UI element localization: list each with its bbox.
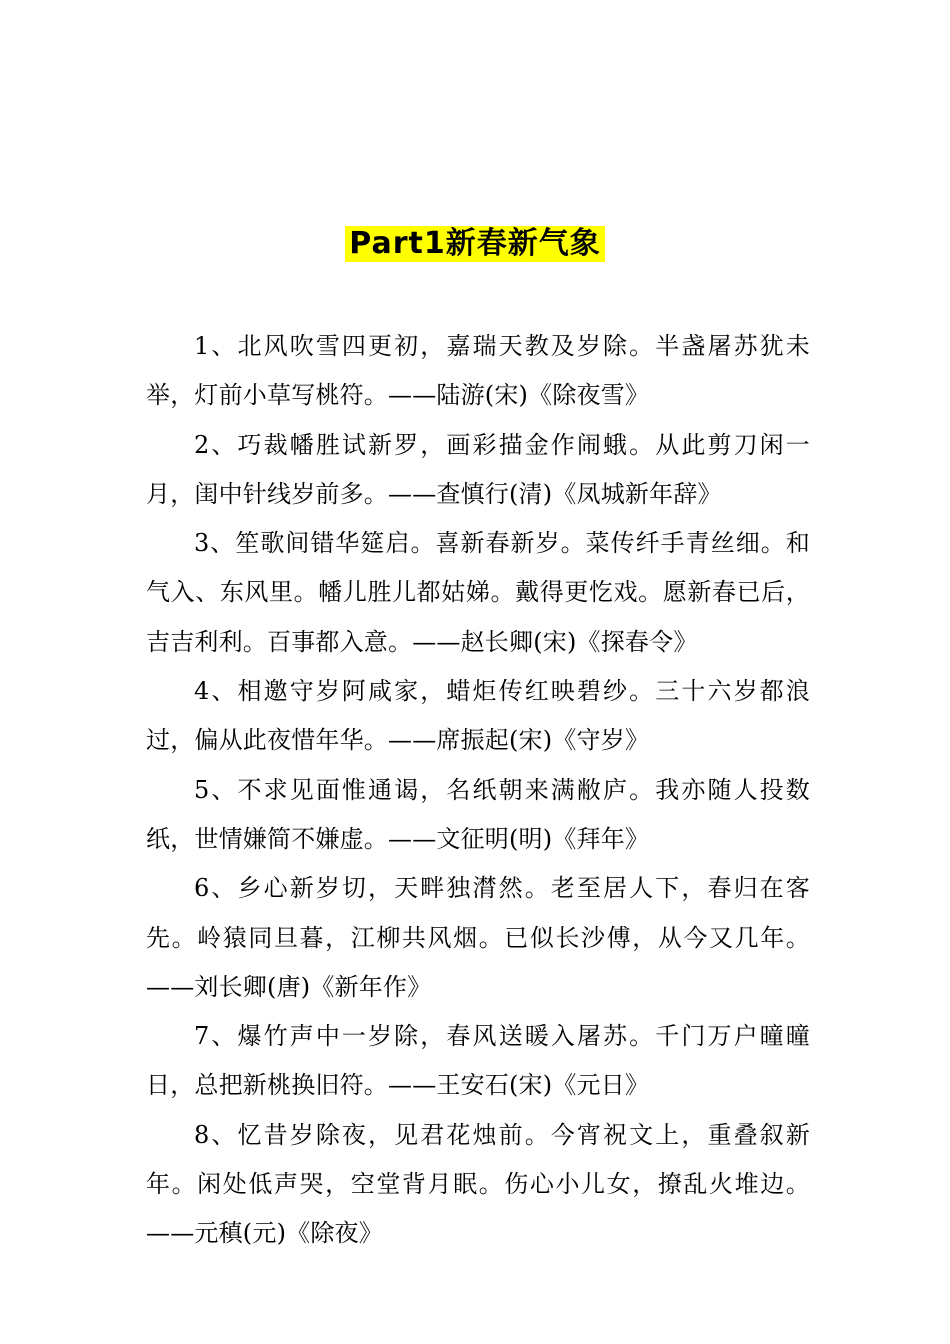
poem-paragraph-6: 6、乡心新岁切，天畔独潸然。老至居人下，春归在客先。岭猿同旦暮，江柳共风烟。已似长沙傅，从今又几年。——刘长卿(唐)《新年作》 bbox=[146, 874, 810, 1001]
poem-paragraph-8: 8、忆昔岁除夜，见君花烛前。今宵祝文上，重叠叙新年。闲处低声哭，空堂背月眠。伤心小儿女，撩乱火堆边。——元稹(元)《除夜》 bbox=[146, 1120, 810, 1248]
poem-paragraph-1: 1、北风吹雪四更初，嘉瑞天教及岁除。半盏屠苏犹未举，灯前小草写桃符。——陆游(宋)《除夜雪》 bbox=[146, 332, 810, 410]
poem-paragraph-3: 3、笙歌间错华筵启。喜新春新岁。菜传纤手青丝细。和气入、东风里。幡儿胜儿都姑娣。戴得更忔戏。愿新春已后，吉吉利利。百事都入意。——赵长卿(宋)《探春令》 bbox=[146, 529, 810, 656]
poem-paragraph-4: 4、相邀守岁阿咸家，蜡炬传红映碧纱。三十六岁都浪过，偏从此夜惜年华。——席振起(宋)《守岁》 bbox=[146, 677, 810, 755]
poem-paragraph-7: 7、爆竹声中一岁除，春风送暖入屠苏。千门万户曈曈日，总把新桃换旧符。——王安石(宋)《元日》 bbox=[146, 1022, 810, 1100]
title-container bbox=[0, 226, 950, 262]
poem-paragraph-5: 5、不求见面惟通谒，名纸朝来满敝庐。我亦随人投数纸，世情嫌简不嫌虚。——文征明(明)《拜年》 bbox=[146, 775, 810, 853]
page-title: Part1新春新气象 bbox=[345, 226, 604, 262]
poem-list bbox=[146, 322, 810, 1259]
poem-paragraph-2: 2、巧裁幡胜试新罗，画彩描金作闹蛾。从此剪刀闲一月，闺中针线岁前多。——查慎行(清)《凤城新年辞》 bbox=[146, 430, 810, 508]
